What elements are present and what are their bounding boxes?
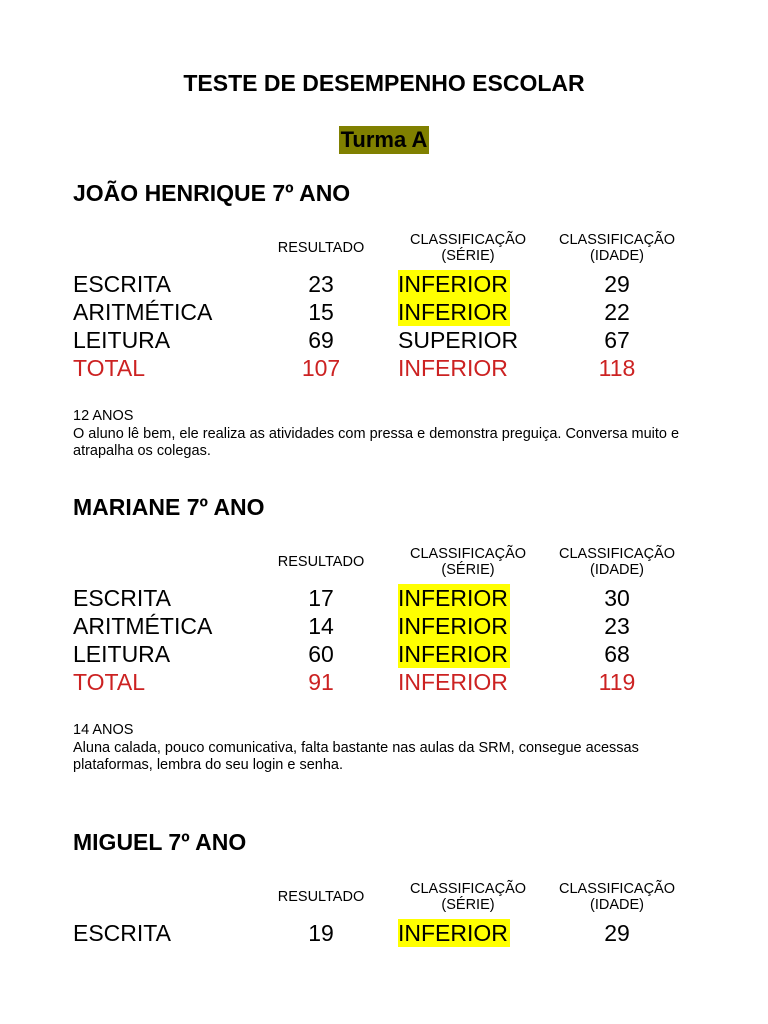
row-label: ESCRITA (73, 271, 171, 297)
header-idade-line2: (IDADE) (590, 897, 644, 913)
header-resultado: RESULTADO (277, 889, 365, 905)
classificacao-serie-value: INFERIOR (398, 920, 508, 946)
total-row (0, 668, 768, 696)
classificacao-serie-value: INFERIOR (398, 669, 508, 695)
header-serie-line2: (SÉRIE) (441, 248, 495, 264)
student-name: JOÃO HENRIQUE 7º ANO (73, 180, 351, 206)
class-label: Turma A (340, 127, 428, 152)
student-notes: Aluna calada, pouco comunicativa, falta bastante nas aulas da SRM, consegue acessas plataformas, lembra do seu login e senha. (73, 740, 639, 773)
header-idade-line1: CLASSIFICAÇÃO (558, 546, 676, 562)
header-serie-line2: (SÉRIE) (441, 897, 495, 913)
resultado-value: 15 (308, 299, 334, 325)
header-idade-line2: (IDADE) (590, 248, 644, 264)
student-name: MIGUEL 7º ANO (73, 829, 247, 855)
resultado-value: 107 (301, 355, 341, 381)
header-serie-line2: (SÉRIE) (441, 562, 495, 578)
student-block (0, 494, 768, 794)
resultado-value: 14 (308, 613, 334, 639)
classificacao-idade-value: 68 (604, 641, 630, 667)
resultado-value: 19 (308, 920, 334, 946)
score-row (0, 640, 768, 668)
row-label: TOTAL (73, 355, 145, 381)
student-notes: O aluno lê bem, ele realiza as atividades com pressa e demonstra preguiça. Conversa muito e atrapalha os colegas. (73, 426, 680, 459)
classificacao-serie-value: INFERIOR (398, 613, 508, 639)
row-label: ARITMÉTICA (73, 299, 213, 325)
header-idade-line1: CLASSIFICAÇÃO (558, 232, 676, 248)
header-idade-line2: (IDADE) (590, 562, 644, 578)
classificacao-serie-value: INFERIOR (398, 271, 508, 297)
header-classificacao-idade (547, 881, 687, 913)
classificacao-idade-value: 67 (604, 327, 630, 353)
row-label: ARITMÉTICA (73, 613, 213, 639)
classificacao-idade-value: 29 (604, 920, 630, 946)
page-title: TESTE DE DESEMPENHO ESCOLAR (183, 70, 585, 96)
row-label: LEITURA (73, 327, 171, 353)
header-classificacao-idade (547, 546, 687, 578)
classificacao-serie-value: INFERIOR (398, 641, 508, 667)
classificacao-idade-value: 118 (598, 355, 636, 381)
classificacao-idade-value: 23 (604, 613, 630, 639)
header-serie-line1: CLASSIFICAÇÃO (409, 881, 527, 897)
resultado-value: 60 (308, 641, 334, 667)
classificacao-serie-value: INFERIOR (398, 355, 508, 381)
header-classificacao-serie (398, 546, 538, 578)
student-age: 14 ANOS (73, 722, 134, 738)
class-label-wrap (0, 126, 768, 154)
score-row (0, 584, 768, 612)
header-serie-line1: CLASSIFICAÇÃO (409, 546, 527, 562)
classificacao-idade-value: 119 (598, 669, 636, 695)
classificacao-idade-value: 22 (604, 299, 630, 325)
row-label: TOTAL (73, 669, 145, 695)
classificacao-serie-value: INFERIOR (398, 299, 508, 325)
total-row (0, 354, 768, 382)
resultado-value: 69 (308, 327, 334, 353)
header-classificacao-serie (398, 881, 538, 913)
student-name: MARIANE 7º ANO (73, 494, 265, 520)
header-classificacao-serie (398, 232, 538, 264)
classificacao-serie-value: INFERIOR (398, 585, 508, 611)
header-classificacao-idade (547, 232, 687, 264)
student-block (0, 829, 768, 1024)
resultado-value: 23 (308, 271, 334, 297)
student-age: 12 ANOS (73, 408, 134, 424)
score-row (0, 326, 768, 354)
score-row (0, 612, 768, 640)
resultado-value: 17 (308, 585, 334, 611)
student-block (0, 180, 768, 480)
row-label: LEITURA (73, 641, 171, 667)
header-serie-line1: CLASSIFICAÇÃO (409, 232, 527, 248)
classificacao-serie-value: SUPERIOR (398, 327, 519, 353)
header-idade-line1: CLASSIFICAÇÃO (558, 881, 676, 897)
row-label: ESCRITA (73, 920, 171, 946)
classificacao-idade-value: 29 (604, 271, 630, 297)
header-resultado: RESULTADO (277, 240, 365, 256)
score-row (0, 298, 768, 326)
score-row (0, 919, 768, 947)
score-row (0, 270, 768, 298)
row-label: ESCRITA (73, 585, 171, 611)
classificacao-idade-value: 30 (604, 585, 630, 611)
resultado-value: 91 (308, 669, 334, 695)
header-resultado: RESULTADO (277, 554, 365, 570)
